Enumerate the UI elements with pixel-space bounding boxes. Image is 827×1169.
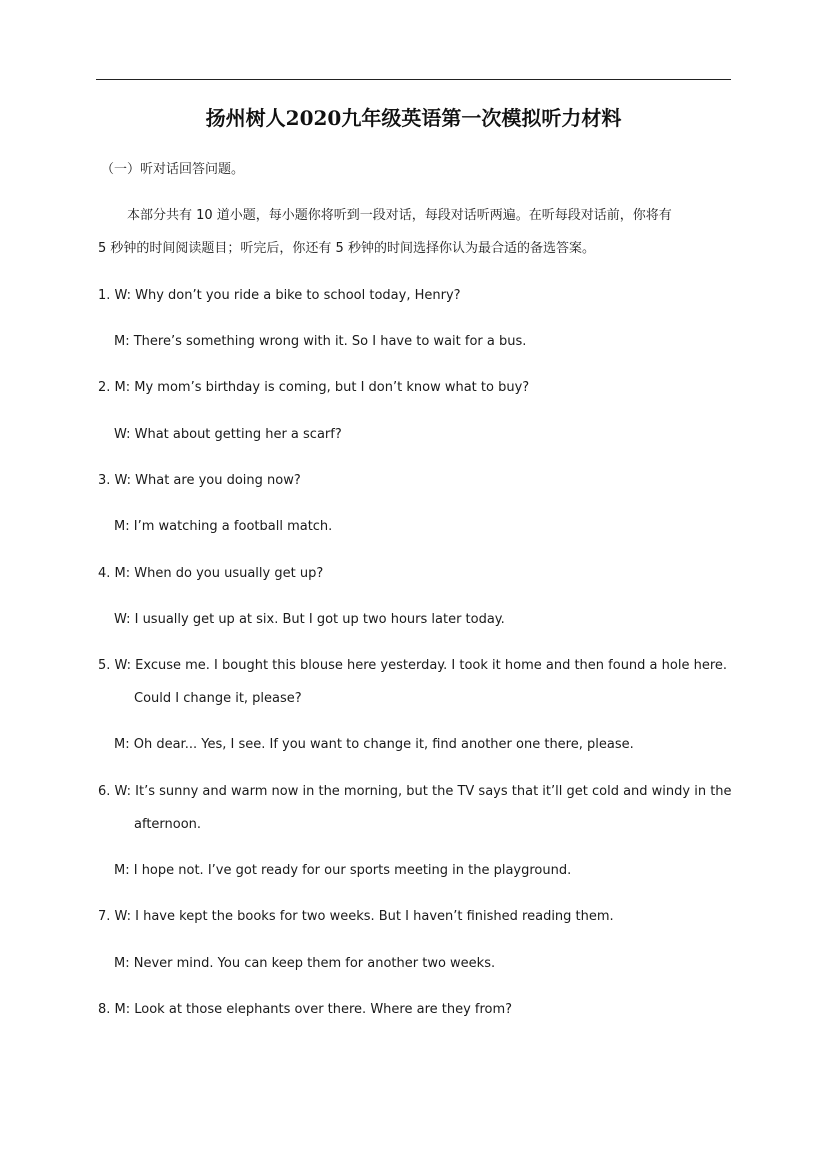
dialogue-line: M: There’s something wrong with it. So I have to wait for a bus. [114, 334, 527, 349]
dialogue-line: afternoon. [134, 817, 202, 832]
instruction-line: 本部分共有 10 道小题，每小题你将听到一段对话，每段对话听两遍。在听每段对话前，你将有 [127, 208, 672, 223]
dialogue-line: 6. W: It’s sunny and warm now in the morning, but the TV says that it’ll get cold and windy in the [98, 784, 732, 799]
dialogue-line: W: What about getting her a scarf? [114, 427, 342, 442]
header-rule [96, 79, 731, 80]
dialogue-line: Could I change it, please? [134, 691, 302, 706]
dialogue-line: M: I’m watching a football match. [114, 519, 333, 534]
dialogue-line: M: Oh dear... Yes, I see. If you want to change it, find another one there, please. [114, 737, 634, 752]
dialogue-line: M: Never mind. You can keep them for another two weeks. [114, 956, 496, 971]
instruction-line: 5 秒钟的时间阅读题目；听完后，你还有 5 秒钟的时间选择你认为最合适的备选答案。 [98, 241, 595, 256]
dialogue-line: 8. M: Look at those elephants over there. Where are they from? [98, 1002, 513, 1017]
dialogue-line: 3. W: What are you doing now? [98, 473, 301, 488]
dialogue-line: 4. M: When do you usually get up? [98, 566, 324, 581]
document-title: 扬州树人2020九年级英语第一次模拟听力材料 [205, 106, 622, 130]
dialogue-line: 5. W: Excuse me. I bought this blouse here yesterday. I took it home and then found a hole here. [98, 658, 728, 673]
dialogue-line: 2. M: My mom’s birthday is coming, but I don’t know what to buy? [98, 380, 530, 395]
dialogue-line: 1. W: Why don’t you ride a bike to school today, Henry? [98, 288, 461, 303]
dialogue-line: 7. W: I have kept the books for two weeks. But I haven’t finished reading them. [98, 909, 614, 924]
dialogue-line: M: I hope not. I’ve got ready for our sports meeting in the playground. [114, 863, 572, 878]
dialogue-line: W: I usually get up at six. But I got up two hours later today. [114, 612, 505, 627]
section-heading: （一）听对话回答问题。 [101, 162, 245, 177]
